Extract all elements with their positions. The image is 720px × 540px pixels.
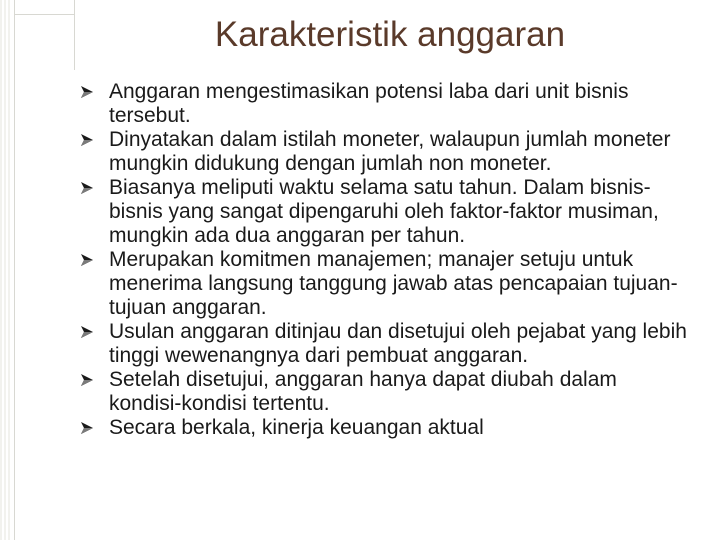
bullet-item — [80, 416, 690, 440]
bullet-text: Anggaran mengestimasikan potensi laba dari unit bisnis tersebut. — [109, 80, 629, 127]
bullet-item — [80, 320, 690, 368]
bullet-item — [80, 176, 690, 248]
bullet-item — [80, 248, 690, 320]
arrow-bullet-icon — [80, 421, 94, 435]
bullet-text: Setelah disetujui, anggaran hanya dapat diubah dalam kondisi-kondisi tertentu. — [109, 368, 617, 415]
bullet-text: Usulan anggaran ditinjau dan disetujui oleh pejabat yang lebih tinggi wewenangnya dari pembuat anggaran. — [109, 320, 687, 367]
arrow-bullet-icon — [80, 325, 94, 339]
decorative-left-rule — [14, 0, 15, 540]
bullet-text: Biasanya meliputi waktu selama satu tahun. Dalam bisnis-bisnis yang sangat dipengaruhi oleh faktor-faktor musiman, mungkin ada dua anggaran per tahun. — [109, 176, 659, 247]
bullet-text: Dinyatakan dalam istilah moneter, walaupun jumlah moneter mungkin didukung dengan jumlah non moneter. — [109, 128, 671, 175]
arrow-bullet-icon — [80, 373, 94, 387]
bullet-list — [80, 80, 690, 440]
arrow-bullet-icon — [80, 85, 94, 99]
bullet-text: Secara berkala, kinerja keuangan aktual — [109, 416, 484, 439]
bullet-item — [80, 128, 690, 176]
arrow-bullet-icon — [80, 253, 94, 267]
decorative-corner-line — [74, 0, 75, 70]
bullet-item — [80, 368, 690, 416]
arrow-bullet-icon — [80, 133, 94, 147]
bullet-item — [80, 80, 690, 128]
slide-title: Karakteristik anggaran — [214, 15, 566, 54]
bullet-text: Merupakan komitmen manajemen; manajer setuju untuk menerima langsung tanggung jawab atas pencapaian tujuan-tujuan anggaran. — [109, 248, 678, 319]
arrow-bullet-icon — [80, 181, 94, 195]
decorative-left-stripe — [0, 0, 12, 540]
decorative-top-rule — [14, 14, 74, 15]
